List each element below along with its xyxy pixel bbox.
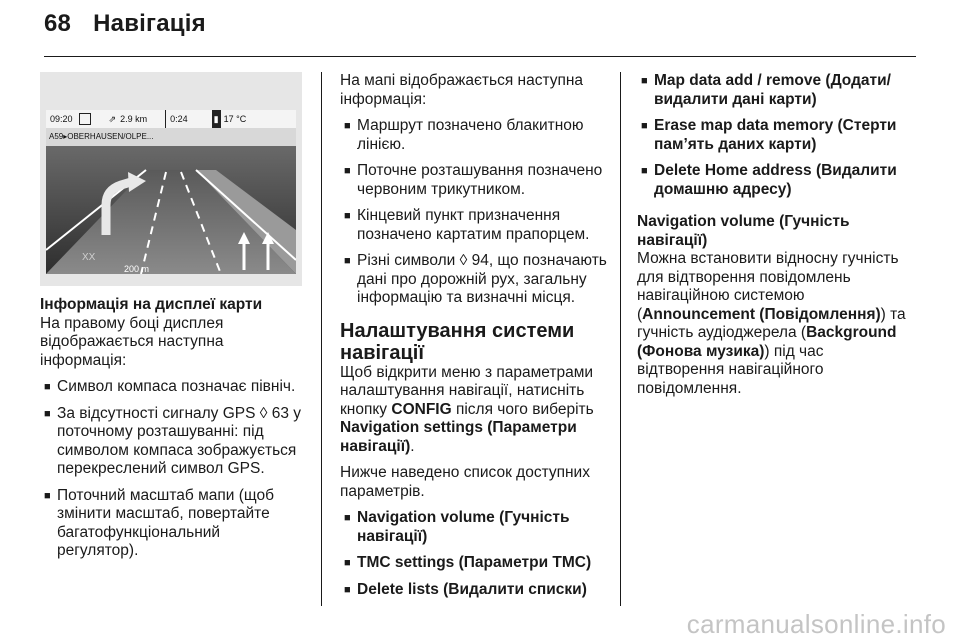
config-button-label: CONFIG	[391, 400, 452, 418]
route-arrow-icon: ⇗	[108, 114, 117, 124]
list-item: ■ Erase map data memory (Стерти пам’ять даних карти)	[637, 117, 912, 154]
watermark: carmanualsonline.info	[686, 609, 946, 639]
column-divider	[321, 72, 322, 606]
duration-text: 0:24	[165, 110, 188, 128]
navigation-display-image	[40, 72, 302, 286]
compass-icon	[79, 113, 91, 125]
map-scale-text: 200 m	[124, 264, 150, 274]
paragraph: Щоб відкрити меню з параметрами налаштування навігації, натисніть кнопку CONFIG після чого виберіть Navigation settings (Параметри навігації).	[340, 363, 594, 455]
section-heading: Інформація на дисплеї карти	[40, 296, 263, 313]
list-item: ■ Символ компаса позначає північ.	[40, 378, 302, 397]
page-number: 68	[44, 10, 72, 37]
page-header	[44, 10, 206, 38]
paragraph: Можна встановити відносну гучність для відтворення повідомлень навігаційною системою (Announcement (Повідомлення)) та гучність аудіоджерела (Background (Фонова музика)) під час відтворення навігаційного повідомлення.	[637, 250, 906, 397]
svg-text:XX: XX	[82, 252, 96, 263]
list-item: ■ Різні символи ◊ 94, що позначають дані про дорожній рух, загальну інформацію та визначні місця.	[340, 252, 610, 308]
list-item: ■ Кінцевий пункт призначення позначено картатим прапорцем.	[340, 207, 610, 244]
status-bar	[46, 110, 296, 128]
temperature-text: 17 °C	[223, 114, 247, 124]
list-item: ■ TMC settings (Параметри TMC)	[340, 554, 610, 573]
list-item: ■ Map data add / remove (Додати/видалити дані карти)	[637, 72, 912, 109]
distance-text: 2.9 km	[120, 114, 148, 124]
column-divider	[620, 72, 621, 606]
list-item: ■ За відсутності сигналу GPS ◊ 63 у поточному розташуванні: під символом компаса зображується перекреслений символ GPS.	[40, 405, 302, 479]
paragraph: Нижче наведено список доступних параметрів.	[340, 464, 590, 500]
section-heading: Налаштування системи навігації	[340, 319, 575, 364]
clock-text: 09:20	[50, 114, 73, 124]
column-1	[40, 72, 302, 569]
thermometer-icon: ▮	[212, 110, 221, 128]
header-rule	[44, 56, 916, 57]
list-item: ■ Маршрут позначено блакитною лінією.	[340, 117, 610, 154]
section-heading: Navigation volume (Гучність навігації)	[637, 213, 850, 249]
list-item: ■ Поточний масштаб мапи (щоб змінити масштаб, повертайте багатофункціональний регулятор).	[40, 487, 302, 561]
column-2	[340, 72, 610, 607]
list-item: ■ Delete Home address (Видалити домашню адресу)	[637, 162, 912, 199]
road-sign-bar: A59▸OBERHAUSEN/OLPE...	[46, 128, 296, 146]
paragraph: На правому боці дисплея відображається наступна інформація:	[40, 314, 224, 369]
page-title: Навігація	[93, 10, 206, 37]
menu-item-label: Navigation settings (Параметри навігації)	[340, 419, 577, 455]
paragraph: На мапі відображається наступна інформація:	[340, 72, 584, 108]
column-3	[637, 72, 912, 406]
list-item: ■ Поточне розташування позначено червоним трикутником.	[340, 162, 610, 199]
list-item: ■ Delete lists (Видалити списки)	[340, 581, 610, 600]
list-item: ■ Navigation volume (Гучність навігації)	[340, 509, 610, 546]
